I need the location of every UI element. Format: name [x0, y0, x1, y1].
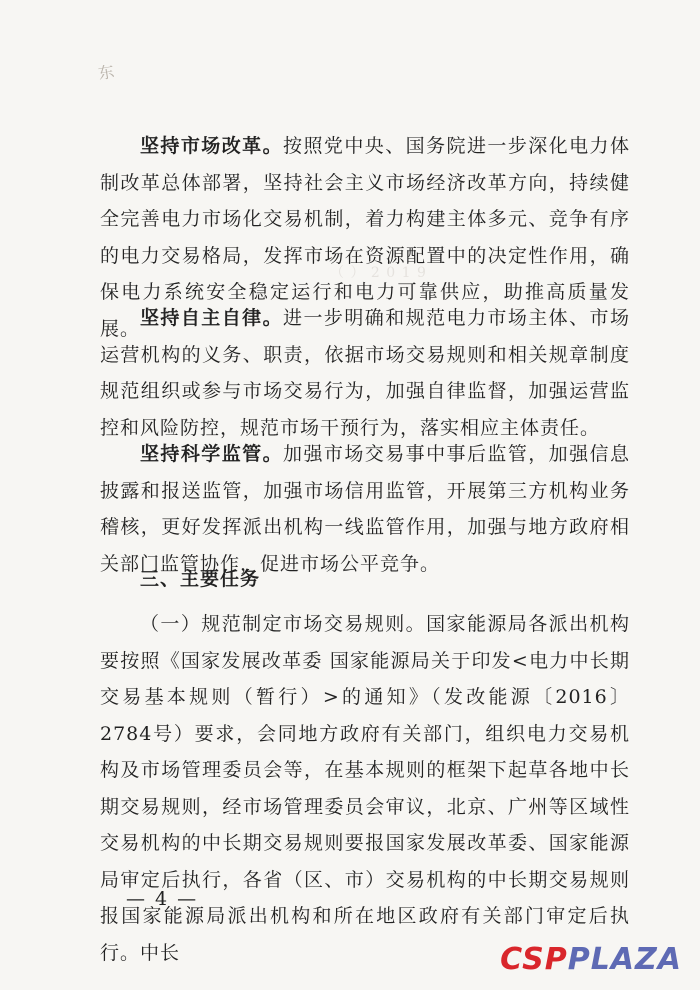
site-watermark	[500, 942, 682, 977]
section-heading: 三、主要任务	[140, 568, 261, 590]
paragraph-body: 按照党中央、国务院进一步深化电力体制改革总体部署，坚持社会主义市场经济改革方向，持续健全完善电力市场化交易机制，着力构建主体多元、竞争有序的电力交易格局，发挥市场在资源配置中的决定性作用，确保电力系统安全稳定运行和电力可靠供应，助推高质量发展。	[100, 135, 630, 340]
bleed-through-mark: （ ） 2 0 1 9	[330, 265, 427, 281]
paragraph-body: 加强市场交易事中事后监管，加强信息披露和报送监管，加强市场信用监管，开展第三方机构业务稽核，更好发挥派出机构一线监管作用，加强与地方政府相关部门监管协作，促进市场公平竞争。	[100, 443, 630, 575]
page-handwritten-mark: 东	[96, 61, 116, 84]
paragraph-body: 国家能源局各派出机构要按照《国家发展改革委 国家能源局关于印发<电力中长期交易基本规则（暂行）>的通知》（发改能源〔2016〕2784号）要求，会同地方政府有关部门，组织电力交易机构及市场管理委员会等，在基本规则的框架下起草各地中长期交易规则，经市场管理委员会审议，北京、广州等区域性交易机构的中长期交易规则要报国家发展改革委、国家能源局审定后执行，各省（区、市）交易机构的中长期交易规则报国家能源局派出机构和所在地区政府有关部门审定后执行。中长	[100, 613, 630, 964]
paragraph-self-discipline	[100, 300, 630, 446]
paragraph-task-one	[100, 606, 630, 971]
page-number: — 4 —	[126, 888, 199, 910]
paragraph-lead: 坚持自主自律。	[140, 307, 284, 329]
paragraph-body: 进一步明确和规范电力市场主体、市场运营机构的义务、职责，依据市场交易规则和相关规章制度规范组织或参与市场交易行为，加强自律监督，加强运营监控和风险防控，规范市场干预行为，落实相应主体责任。	[100, 307, 630, 439]
paragraph-lead: 坚持市场改革。	[140, 135, 284, 157]
watermark-part-2: PLAZA	[567, 942, 682, 977]
watermark-part-1: CSP	[500, 942, 568, 977]
paragraph-lead: （一）规范制定市场交易规则。	[140, 613, 427, 635]
paragraph-lead: 坚持科学监管。	[140, 443, 284, 465]
paragraph-scientific-supervision	[100, 436, 630, 582]
